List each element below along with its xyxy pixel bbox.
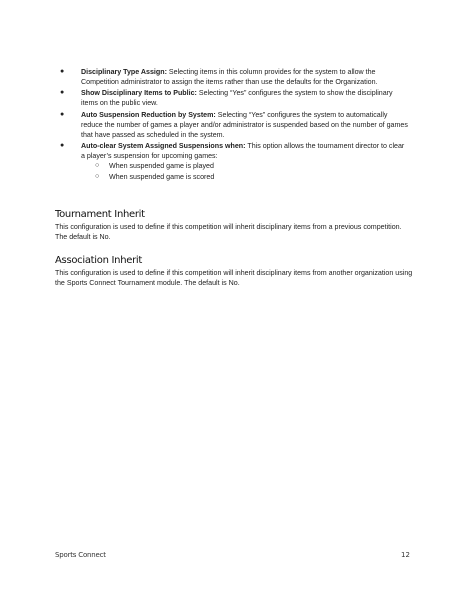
bullet-term: Auto-clear System Assigned Suspensions when: (81, 142, 246, 151)
hollow-circle-icon: ○ (95, 162, 100, 170)
hollow-circle-icon: ○ (95, 172, 100, 180)
bullet-term: Disciplinary Type Assign: (81, 68, 167, 76)
bullet-auto-clear-suspensions (57, 141, 409, 181)
settings-bullet-list (57, 67, 409, 183)
bullet-term: Show Disciplinary Items to Public: (81, 89, 197, 98)
bullet-show-disciplinary-items (57, 88, 409, 108)
section-heading: Association Inherit (55, 255, 143, 266)
bullet-disciplinary-type-assign (57, 67, 409, 87)
section-body: This configuration is used to define if this competition will inherit disciplinary items from another organization using the Sports Connect Tournament module. The default is No. (55, 269, 413, 288)
sub-item-when-played (81, 161, 409, 171)
bullet-dot-icon: ● (60, 110, 65, 118)
section-association-inherit (55, 255, 415, 288)
sub-item-label: When suspended game is scored (109, 172, 215, 181)
sub-item-when-scored (81, 172, 409, 182)
bullet-text: Selecting items in this column provides for the system to allow the Competition administrator to assign the items rather than use the defaults for the Organization. (81, 68, 378, 87)
sub-item-label: When suspended game is played (109, 162, 214, 171)
section-heading: Tournament Inherit (55, 209, 145, 220)
bullet-auto-suspension-reduction (57, 110, 409, 140)
section-body: This configuration is used to define if this competition will inherit disciplinary items from a previous competition. The default is No. (55, 223, 402, 242)
footer-page-number: 12 (401, 551, 410, 559)
bullet-dot-icon: ● (60, 68, 65, 75)
bullet-dot-icon: ● (60, 142, 65, 150)
bullet-text: This option allows the tournament director to clear a player’s suspension for upcoming games: (81, 142, 405, 161)
bullet-text: Selecting “Yes” configures the system to show the disciplinary items on the public view. (81, 89, 393, 108)
auto-clear-options-list (81, 161, 409, 181)
bullet-text: Selecting “Yes” configures the system to automatically reduce the number of games a player and/or administrator is suspended based on the number of games that have passed as scheduled in the system. (81, 110, 408, 139)
section-tournament-inherit (55, 209, 415, 242)
bullet-term: Auto Suspension Reduction by System: (81, 110, 216, 119)
footer-brand: Sports Connect (55, 551, 106, 559)
bullet-dot-icon: ● (60, 89, 65, 97)
